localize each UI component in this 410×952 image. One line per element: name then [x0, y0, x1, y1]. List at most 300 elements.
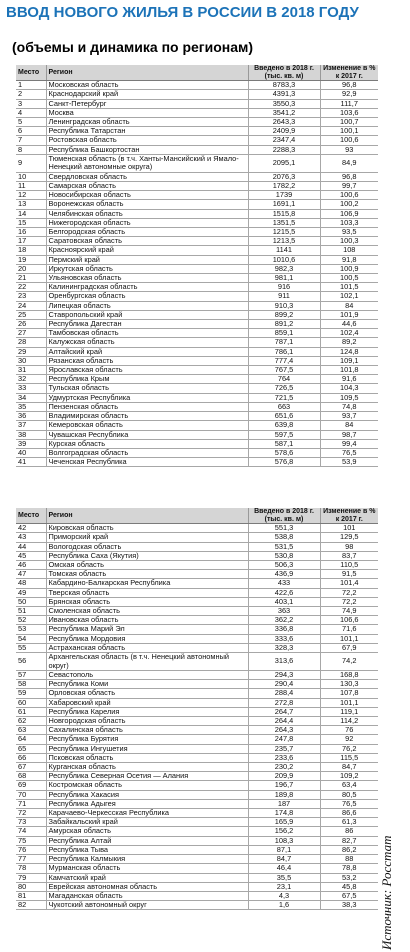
cell-change: 101,1: [320, 698, 378, 707]
cell-change: 101,9: [320, 310, 378, 319]
cell-place: 15: [16, 218, 46, 227]
cell-value: 721,5: [248, 393, 320, 402]
cell-place: 41: [16, 458, 46, 467]
cell-place: 14: [16, 209, 46, 218]
cell-place: 4: [16, 108, 46, 117]
table-row: [16, 200, 378, 209]
table-row: [16, 356, 378, 365]
cell-region: Республика Карелия: [46, 707, 248, 716]
cell-change: 67,9: [320, 643, 378, 652]
table-row: [16, 329, 378, 338]
cell-value: 982,3: [248, 264, 320, 273]
cell-value: 597,5: [248, 430, 320, 439]
cell-change: 86,6: [320, 809, 378, 818]
cell-value: 247,8: [248, 735, 320, 744]
cell-value: 1351,5: [248, 218, 320, 227]
table-row: [16, 154, 378, 172]
table-row: [16, 809, 378, 818]
cell-region: Саратовская область: [46, 237, 248, 246]
cell-place: 26: [16, 320, 46, 329]
cell-value: 538,8: [248, 533, 320, 542]
table-row: [16, 533, 378, 542]
cell-change: 101,5: [320, 283, 378, 292]
page-subtitle: (объемы и динамика по регионам): [12, 39, 254, 55]
cell-region: Республика Калмыкия: [46, 855, 248, 864]
cell-place: 74: [16, 827, 46, 836]
cell-region: Новосибирская область: [46, 191, 248, 200]
table-row: [16, 901, 378, 910]
cell-value: 1739: [248, 191, 320, 200]
cell-value: 859,1: [248, 329, 320, 338]
cell-change: 114,2: [320, 717, 378, 726]
column-header-region: Регион: [46, 65, 248, 81]
table-row: [16, 182, 378, 191]
cell-change: 71,6: [320, 625, 378, 634]
cell-change: 99,4: [320, 439, 378, 448]
cell-value: 436,9: [248, 570, 320, 579]
cell-value: 196,7: [248, 781, 320, 790]
cell-change: 100,1: [320, 127, 378, 136]
cell-value: 165,9: [248, 818, 320, 827]
cell-place: 16: [16, 228, 46, 237]
cell-value: 1782,2: [248, 182, 320, 191]
cell-region: Владимирская область: [46, 412, 248, 421]
cell-change: 98,7: [320, 430, 378, 439]
cell-region: Амурская область: [46, 827, 248, 836]
cell-place: 66: [16, 753, 46, 762]
cell-change: 96,8: [320, 172, 378, 181]
cell-region: Чувашская Республика: [46, 430, 248, 439]
cell-place: 52: [16, 616, 46, 625]
cell-value: 506,3: [248, 561, 320, 570]
cell-value: 233,6: [248, 753, 320, 762]
cell-value: 4,3: [248, 891, 320, 900]
table-row: [16, 228, 378, 237]
cell-region: Удмуртская Республика: [46, 393, 248, 402]
cell-region: Хабаровский край: [46, 698, 248, 707]
table-row: [16, 864, 378, 873]
cell-place: 29: [16, 347, 46, 356]
cell-region: Чеченская Республика: [46, 458, 248, 467]
cell-place: 13: [16, 200, 46, 209]
cell-change: 101: [320, 524, 378, 533]
table-row: [16, 882, 378, 891]
cell-region: Смоленская область: [46, 607, 248, 616]
cell-change: 88: [320, 855, 378, 864]
cell-place: 49: [16, 588, 46, 597]
cell-region: Санкт-Петербург: [46, 99, 248, 108]
cell-change: 102,4: [320, 329, 378, 338]
cell-change: 100,7: [320, 118, 378, 127]
cell-change: 91,5: [320, 570, 378, 579]
cell-place: 53: [16, 625, 46, 634]
table-row: [16, 542, 378, 551]
table-row: [16, 458, 378, 467]
cell-change: 107,8: [320, 689, 378, 698]
cell-change: 101,8: [320, 366, 378, 375]
cell-region: Тамбовская область: [46, 329, 248, 338]
cell-place: 21: [16, 274, 46, 283]
cell-value: 1691,1: [248, 200, 320, 209]
cell-place: 64: [16, 735, 46, 744]
table-row: [16, 735, 378, 744]
cell-value: 1,6: [248, 901, 320, 910]
cell-value: 767,5: [248, 366, 320, 375]
cell-change: 72,2: [320, 588, 378, 597]
cell-place: 22: [16, 283, 46, 292]
cell-value: 328,3: [248, 643, 320, 652]
table-row: [16, 430, 378, 439]
cell-place: 67: [16, 763, 46, 772]
cell-region: Кабардино-Балкарская Республика: [46, 579, 248, 588]
cell-region: Пермский край: [46, 255, 248, 264]
column-header-value: Введено в 2018 г. (тыс. кв. м): [248, 65, 320, 81]
cell-change: 53,9: [320, 458, 378, 467]
cell-region: Республика Северная Осетия — Алания: [46, 772, 248, 781]
table-row: [16, 643, 378, 652]
cell-region: Сахалинская область: [46, 726, 248, 735]
cell-place: 32: [16, 375, 46, 384]
cell-region: Оренбургская область: [46, 292, 248, 301]
cell-change: 109,2: [320, 772, 378, 781]
cell-place: 3: [16, 99, 46, 108]
table-row: [16, 597, 378, 606]
table-row: [16, 347, 378, 356]
table-row: [16, 264, 378, 273]
cell-region: Самарская область: [46, 182, 248, 191]
cell-change: 86: [320, 827, 378, 836]
cell-value: 787,1: [248, 338, 320, 347]
cell-place: 78: [16, 864, 46, 873]
cell-region: Приморский край: [46, 533, 248, 542]
table-row: [16, 717, 378, 726]
cell-place: 80: [16, 882, 46, 891]
cell-value: 1215,5: [248, 228, 320, 237]
cell-place: 58: [16, 680, 46, 689]
cell-place: 69: [16, 781, 46, 790]
cell-change: 93,5: [320, 228, 378, 237]
cell-value: 764: [248, 375, 320, 384]
cell-change: 67,5: [320, 891, 378, 900]
cell-change: 82,7: [320, 836, 378, 845]
cell-region: Краснодарский край: [46, 90, 248, 99]
cell-region: Астраханская область: [46, 643, 248, 652]
table-row: [16, 753, 378, 762]
table-row: [16, 127, 378, 136]
cell-value: 313,6: [248, 653, 320, 671]
cell-change: 109,5: [320, 393, 378, 402]
cell-change: 74,8: [320, 402, 378, 411]
cell-region: Республика Саха (Якутия): [46, 551, 248, 560]
cell-region: Севастополь: [46, 671, 248, 680]
cell-change: 93: [320, 145, 378, 154]
table-row: [16, 653, 378, 671]
cell-change: 130,3: [320, 680, 378, 689]
cell-region: Ленинградская область: [46, 118, 248, 127]
cell-region: Брянская область: [46, 597, 248, 606]
table-row: [16, 237, 378, 246]
cell-place: 65: [16, 744, 46, 753]
cell-value: 294,3: [248, 671, 320, 680]
cell-value: 1515,8: [248, 209, 320, 218]
cell-region: Еврейская автономная область: [46, 882, 248, 891]
table-row: [16, 698, 378, 707]
cell-place: 51: [16, 607, 46, 616]
cell-value: 174,8: [248, 809, 320, 818]
cell-region: Магаданская область: [46, 891, 248, 900]
regions-table-bottom: [16, 508, 378, 910]
cell-change: 84: [320, 301, 378, 310]
cell-change: 38,3: [320, 901, 378, 910]
table-row: [16, 561, 378, 570]
table-row: [16, 836, 378, 845]
cell-region: Липецкая область: [46, 301, 248, 310]
table-row: [16, 118, 378, 127]
cell-region: Ульяновская область: [46, 274, 248, 283]
table-row: [16, 680, 378, 689]
cell-region: Республика Татарстан: [46, 127, 248, 136]
cell-change: 96,8: [320, 81, 378, 90]
cell-value: 35,5: [248, 873, 320, 882]
cell-change: 84,7: [320, 763, 378, 772]
cell-change: 78,8: [320, 864, 378, 873]
cell-region: Республика Тыва: [46, 845, 248, 854]
cell-change: 168,8: [320, 671, 378, 680]
table-row: [16, 744, 378, 753]
column-header-place: Место: [16, 508, 46, 524]
table-row: [16, 283, 378, 292]
cell-value: 2643,3: [248, 118, 320, 127]
cell-region: Воронежская область: [46, 200, 248, 209]
cell-region: Республика Крым: [46, 375, 248, 384]
cell-value: 189,8: [248, 790, 320, 799]
table-row: [16, 191, 378, 200]
table-row: [16, 671, 378, 680]
cell-place: 10: [16, 172, 46, 181]
cell-region: Камчатский край: [46, 873, 248, 882]
cell-region: Пензенская область: [46, 402, 248, 411]
cell-change: 89,2: [320, 338, 378, 347]
cell-region: Иркутская область: [46, 264, 248, 273]
cell-value: 531,5: [248, 542, 320, 551]
cell-value: 87,1: [248, 845, 320, 854]
cell-change: 76,2: [320, 744, 378, 753]
cell-place: 18: [16, 246, 46, 255]
cell-place: 77: [16, 855, 46, 864]
table-row: [16, 402, 378, 411]
cell-region: Алтайский край: [46, 347, 248, 356]
cell-change: 76,5: [320, 448, 378, 457]
cell-region: Республика Марий Эл: [46, 625, 248, 634]
cell-value: 2409,9: [248, 127, 320, 136]
cell-place: 43: [16, 533, 46, 542]
table-row: [16, 375, 378, 384]
cell-place: 72: [16, 809, 46, 818]
cell-change: 106,6: [320, 616, 378, 625]
source-note: Источник: Росстат: [379, 835, 394, 950]
cell-value: 288,4: [248, 689, 320, 698]
cell-change: 76: [320, 726, 378, 735]
table-row: [16, 384, 378, 393]
cell-change: 100,2: [320, 200, 378, 209]
cell-value: 264,3: [248, 726, 320, 735]
cell-value: 651,6: [248, 412, 320, 421]
table-row: [16, 763, 378, 772]
cell-region: Республика Ингушетия: [46, 744, 248, 753]
cell-change: 100,6: [320, 136, 378, 145]
cell-change: 129,5: [320, 533, 378, 542]
table-row: [16, 320, 378, 329]
cell-region: Республика Хакасия: [46, 790, 248, 799]
cell-change: 80,5: [320, 790, 378, 799]
cell-region: Омская область: [46, 561, 248, 570]
cell-change: 102,1: [320, 292, 378, 301]
table-row: [16, 799, 378, 808]
cell-place: 7: [16, 136, 46, 145]
cell-region: Новгородская область: [46, 717, 248, 726]
table-row: [16, 891, 378, 900]
cell-change: 111,7: [320, 99, 378, 108]
cell-region: Тюменская область (в т.ч. Ханты-Мансийский и Ямало-Ненецкий автономные округа): [46, 154, 248, 172]
cell-place: 40: [16, 448, 46, 457]
cell-change: 119,1: [320, 707, 378, 716]
cell-region: Республика Коми: [46, 680, 248, 689]
cell-region: Тульская область: [46, 384, 248, 393]
cell-change: 92: [320, 735, 378, 744]
cell-place: 61: [16, 707, 46, 716]
table-row: [16, 790, 378, 799]
cell-value: 290,4: [248, 680, 320, 689]
table-row: [16, 90, 378, 99]
cell-value: 187: [248, 799, 320, 808]
cell-value: 578,6: [248, 448, 320, 457]
cell-region: Калининградская область: [46, 283, 248, 292]
cell-region: Ивановская область: [46, 616, 248, 625]
cell-value: 786,1: [248, 347, 320, 356]
table-row: [16, 570, 378, 579]
table-row: [16, 625, 378, 634]
table-row: [16, 310, 378, 319]
cell-place: 81: [16, 891, 46, 900]
cell-region: Республика Бурятия: [46, 735, 248, 744]
cell-region: Ростовская область: [46, 136, 248, 145]
cell-change: 104,3: [320, 384, 378, 393]
table-row: [16, 108, 378, 117]
column-header-region: Регион: [46, 508, 248, 524]
cell-place: 1: [16, 81, 46, 90]
cell-value: 530,8: [248, 551, 320, 560]
cell-value: 981,1: [248, 274, 320, 283]
column-header-change: Изменение в % к 2017 г.: [320, 508, 378, 524]
cell-change: 61,3: [320, 818, 378, 827]
cell-change: 53,2: [320, 873, 378, 882]
cell-value: 230,2: [248, 763, 320, 772]
cell-change: 91,6: [320, 375, 378, 384]
cell-value: 272,8: [248, 698, 320, 707]
table-row: [16, 246, 378, 255]
cell-value: 362,2: [248, 616, 320, 625]
regions-table-top: [16, 65, 378, 467]
cell-place: 17: [16, 237, 46, 246]
cell-place: 45: [16, 551, 46, 560]
cell-place: 39: [16, 439, 46, 448]
cell-change: 100,3: [320, 237, 378, 246]
cell-place: 34: [16, 393, 46, 402]
cell-value: 551,3: [248, 524, 320, 533]
cell-value: 3541,2: [248, 108, 320, 117]
table-row: [16, 524, 378, 533]
cell-value: 403,1: [248, 597, 320, 606]
cell-value: 264,4: [248, 717, 320, 726]
cell-place: 62: [16, 717, 46, 726]
cell-region: Забайкальский край: [46, 818, 248, 827]
cell-change: 83,7: [320, 551, 378, 560]
cell-value: 235,7: [248, 744, 320, 753]
cell-region: Курганская область: [46, 763, 248, 772]
cell-region: Республика Дагестан: [46, 320, 248, 329]
cell-change: 72,2: [320, 597, 378, 606]
cell-region: Республика Мордовия: [46, 634, 248, 643]
column-header-change: Изменение в % к 2017 г.: [320, 65, 378, 81]
table-row: [16, 393, 378, 402]
cell-place: 19: [16, 255, 46, 264]
cell-value: 2347,4: [248, 136, 320, 145]
cell-region: Курская область: [46, 439, 248, 448]
cell-place: 59: [16, 689, 46, 698]
cell-region: Челябинская область: [46, 209, 248, 218]
cell-region: Карачаево-Черкесская Республика: [46, 809, 248, 818]
cell-change: 99,7: [320, 182, 378, 191]
table-row: [16, 726, 378, 735]
cell-value: 264,7: [248, 707, 320, 716]
cell-place: 82: [16, 901, 46, 910]
table-row: [16, 707, 378, 716]
cell-region: Ставропольский край: [46, 310, 248, 319]
cell-value: 639,8: [248, 421, 320, 430]
cell-change: 86,2: [320, 845, 378, 854]
cell-place: 6: [16, 127, 46, 136]
table-row: [16, 781, 378, 790]
cell-place: 28: [16, 338, 46, 347]
cell-place: 38: [16, 430, 46, 439]
cell-change: 76,5: [320, 799, 378, 808]
table-row: [16, 551, 378, 560]
table-row: [16, 448, 378, 457]
cell-place: 79: [16, 873, 46, 882]
cell-change: 103,3: [320, 218, 378, 227]
cell-region: Томская область: [46, 570, 248, 579]
cell-change: 103,6: [320, 108, 378, 117]
cell-change: 124,8: [320, 347, 378, 356]
cell-place: 47: [16, 570, 46, 579]
table-header-row: [16, 65, 378, 81]
cell-place: 9: [16, 154, 46, 172]
cell-place: 63: [16, 726, 46, 735]
cell-place: 36: [16, 412, 46, 421]
cell-place: 33: [16, 384, 46, 393]
cell-place: 27: [16, 329, 46, 338]
cell-region: Волгоградская область: [46, 448, 248, 457]
cell-region: Белгородская область: [46, 228, 248, 237]
table-row: [16, 145, 378, 154]
cell-value: 363: [248, 607, 320, 616]
cell-change: 98: [320, 542, 378, 551]
cell-place: 71: [16, 799, 46, 808]
table-row: [16, 439, 378, 448]
table-row: [16, 772, 378, 781]
cell-value: 576,8: [248, 458, 320, 467]
cell-region: Архангельская область (в т.ч. Ненецкий автономный округ): [46, 653, 248, 671]
